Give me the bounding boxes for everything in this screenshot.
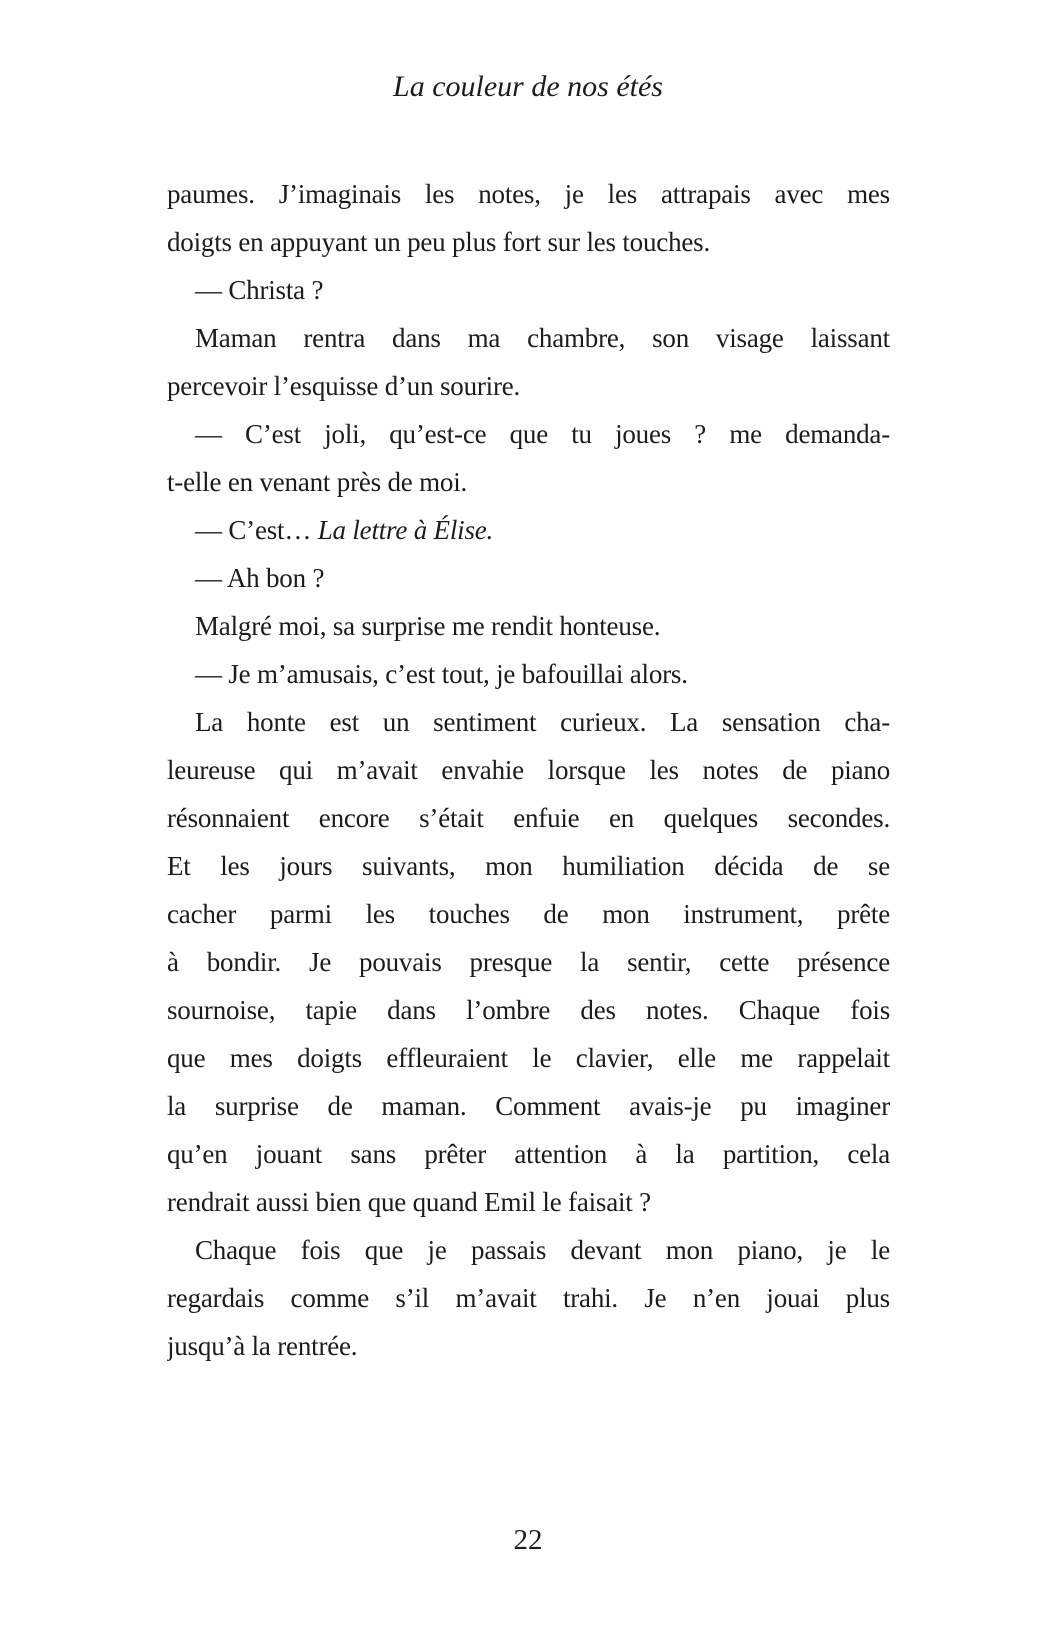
text-segment: que mes doigts effleuraient le clavier, elle me rappelait [167,1043,890,1073]
text-segment: doigts en appuyant un peu plus fort sur les touches. [167,227,711,257]
text-line [167,842,890,890]
text-segment: sournoise, tapie dans l’ombre des notes. Chaque fois [167,995,890,1025]
text-line [167,698,890,746]
text-segment: — Je m’amusais, c’est tout, je bafouillai alors. [195,659,688,689]
text-segment: Et les jours suivants, mon humiliation décida de se [167,851,890,881]
page-number: 22 [513,1524,543,1556]
text-line [167,1226,890,1274]
text-segment: résonnaient encore s’était enfuie en quelques secondes. [167,803,890,833]
text-segment: percevoir l’esquisse d’un sourire. [167,371,521,401]
italic-text: La lettre à Élise. [317,515,494,545]
text-segment: paumes. J’imaginais les notes, je les attrapais avec mes [167,179,890,209]
text-line [167,1082,890,1130]
text-line [167,794,890,842]
text-line [167,890,890,938]
text-segment: — C’est joli, qu’est-ce que tu joues ? me demanda- [195,419,890,449]
text-segment: t-elle en venant près de moi. [167,467,468,497]
text-segment: — Christa ? [195,275,324,305]
body-text [167,170,890,1370]
text-segment: Chaque fois que je passais devant mon piano, je le [195,1235,890,1265]
text-line [167,506,890,554]
text-segment: qu’en jouant sans prêter attention à la partition, cela [167,1139,890,1169]
text-line [167,410,890,458]
text-line [167,1322,890,1370]
text-line [167,986,890,1034]
text-segment: Malgré moi, sa surprise me rendit honteuse. [195,611,661,641]
text-line [167,938,890,986]
text-line [167,362,890,410]
text-line [167,1274,890,1322]
text-segment: à bondir. Je pouvais presque la sentir, cette présence [167,947,890,977]
text-segment: — C’est… [195,515,318,545]
text-line [167,1034,890,1082]
text-line [167,458,890,506]
text-segment: regardais comme s’il m’avait trahi. Je n’en jouai plus [167,1283,890,1313]
text-line [167,1130,890,1178]
text-segment: jusqu’à la rentrée. [167,1331,358,1361]
text-line [167,554,890,602]
text-segment: la surprise de maman. Comment avais-je pu imaginer [167,1091,890,1121]
text-segment: cacher parmi les touches de mon instrument, prête [167,899,890,929]
text-segment: Maman rentra dans ma chambre, son visage laissant [195,323,890,353]
text-line [167,218,890,266]
text-line [167,314,890,362]
text-line [167,266,890,314]
text-line [167,1178,890,1226]
text-segment: La honte est un sentiment curieux. La sensation cha- [195,707,890,737]
text-segment: rendrait aussi bien que quand Emil le faisait ? [167,1187,651,1217]
text-line [167,602,890,650]
running-header: La couleur de nos étés [393,70,663,103]
text-line [167,650,890,698]
text-line [167,170,890,218]
text-line [167,746,890,794]
text-segment: — Ah bon ? [195,563,325,593]
text-segment: leureuse qui m’avait envahie lorsque les notes de piano [167,755,890,785]
